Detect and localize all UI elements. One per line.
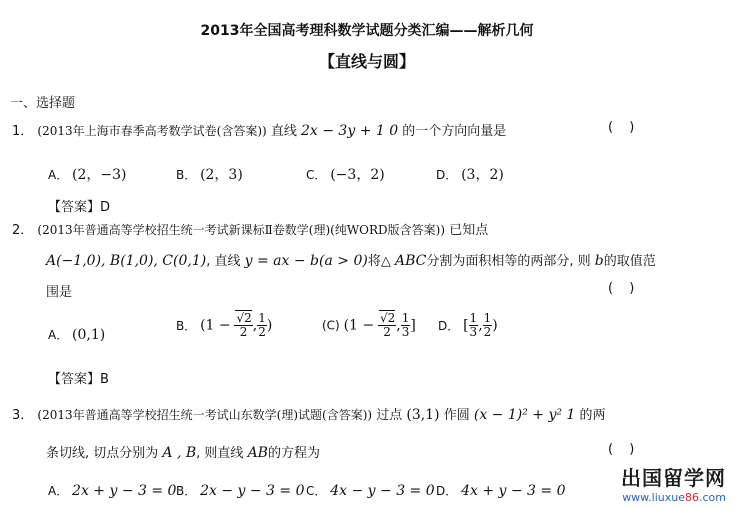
question-1-stem-post: 的一个方向向量是	[402, 124, 507, 139]
question-2-line-equation: y = ax − b(a > 0)	[244, 253, 368, 269]
question-3-stem-3: 的两	[579, 408, 606, 423]
q2-option-d-frac-1: $\frac{1}{3}$	[469, 311, 478, 339]
question-3-answer-blank: ( )	[608, 442, 641, 457]
q2-answer	[48, 368, 109, 387]
question-2-stem-2: , 直线	[206, 254, 241, 269]
question-1-number: 1．	[12, 124, 34, 139]
q1-answer-label: 【答案】	[48, 200, 101, 215]
question-2-triangle: ABC	[394, 253, 427, 269]
q2-answer-label: 【答案】	[48, 372, 101, 387]
question-2-stem-1: 已知点	[449, 223, 489, 238]
question-3-stem-5: , 则直线	[196, 446, 244, 461]
q2-option-d-frac-2: $\frac{1}{2}$	[483, 311, 492, 339]
q3-option-a-value: 2x + y − 3 = 0	[72, 483, 177, 499]
question-3-line-2	[46, 442, 320, 461]
q1-option-c	[306, 164, 385, 184]
q2-option-d-open: [	[463, 317, 469, 334]
q1-option-b-value: (2，3)	[200, 167, 243, 183]
section-heading: 一、选择题	[10, 96, 76, 111]
q2-option-b-comma: ,	[252, 317, 258, 334]
document-subtitle: 【直线与圆】	[318, 52, 415, 71]
q1-option-d-value: (3，2)	[461, 167, 504, 183]
q2-answer-value: B	[100, 372, 109, 387]
q3-option-c-label: C．	[306, 484, 327, 498]
question-3-number: 3．	[12, 408, 34, 423]
q2-option-c-close: ]	[410, 317, 416, 334]
question-3-circle: (x − 1)² + y² 1	[473, 407, 576, 423]
q3-option-b-label: B．	[176, 484, 197, 498]
q2-option-c-comma: ,	[396, 317, 401, 334]
q2-option-a-value: (0,1)	[72, 327, 106, 343]
q2-option-d	[438, 312, 498, 339]
question-3-points: A , B	[162, 445, 197, 461]
question-3-line: AB	[247, 445, 268, 461]
q1-option-d-label: D．	[436, 168, 458, 182]
q3-option-d-value: 4x + y − 3 = 0	[461, 483, 566, 499]
q1-answer-value: D	[100, 200, 111, 215]
q3-option-c	[306, 482, 435, 499]
question-2-stem-4: 分割为面积相等的两部分, 则	[426, 254, 591, 269]
q1-answer	[48, 196, 110, 215]
question-2-number: 2．	[12, 223, 34, 238]
q2-option-c-frac-2: $\frac{1}{3}$	[401, 311, 410, 339]
watermark	[621, 462, 726, 504]
q3-option-a-label: A．	[48, 484, 69, 498]
question-2-stem-3: 将△	[367, 254, 391, 269]
question-2-stem-6: 围是	[46, 285, 73, 300]
question-2-stem-5: 的取值范	[603, 254, 656, 269]
question-3	[12, 404, 606, 423]
q2-option-b-frac-2: $\frac{1}{2}$	[258, 311, 266, 339]
q2-option-b	[176, 312, 272, 339]
q1-option-a-value: (2，−3)	[72, 167, 127, 183]
q3-option-d-label: D．	[436, 484, 458, 498]
q3-option-a	[48, 482, 176, 499]
question-2-points: A(−1,0), B(1,0), C(0,1)	[46, 253, 207, 269]
q2-option-b-prefix: (1 −	[200, 317, 231, 334]
document-title: 2013年全国高考理科数学试题分类汇编——解析几何	[200, 23, 534, 39]
q1-option-b-label: B．	[176, 168, 197, 182]
q1-option-c-label: C．	[306, 168, 327, 182]
q2-option-b-frac-1: $\frac{√2}{2}$	[236, 311, 252, 339]
q2-option-b-label: B．	[176, 319, 197, 333]
question-3-stem-1: 过点	[376, 408, 403, 423]
q2-option-c-prefix: (1 −	[343, 317, 375, 334]
q2-option-c	[322, 312, 416, 339]
question-3-point: (3,1)	[406, 407, 440, 423]
question-2-var-b: b	[594, 253, 604, 269]
question-3-stem-6: 的方程为	[267, 446, 320, 461]
q2-option-d-comma: ,	[478, 317, 483, 334]
q1-option-a	[48, 164, 127, 184]
q1-option-c-value: (−3，2)	[330, 167, 385, 183]
watermark-url: www.liuxue86.com	[622, 491, 726, 504]
q3-option-b-value: 2x − y − 3 = 0	[200, 483, 305, 499]
question-2-answer-blank: ( )	[608, 281, 641, 296]
question-1-source: (2013年上海市春季高考数学试卷(含答案))	[37, 124, 267, 138]
q3-option-d	[436, 482, 566, 499]
q2-option-c-frac-1: $\frac{√2}{2}$	[379, 311, 396, 339]
q2-option-c-label: (C)	[322, 318, 340, 333]
question-1-stem-pre: 直线	[270, 124, 297, 139]
question-1-equation: 2x − 3y + 1 0	[301, 123, 399, 139]
question-1-answer-blank: ( )	[608, 120, 641, 135]
question-3-source: (2013年普通高等学校招生统一考试山东数学(理)试题(含答案))	[37, 408, 373, 422]
question-1	[12, 120, 506, 139]
question-3-stem-4: 条切线, 切点分别为	[46, 446, 159, 461]
q1-option-d	[436, 164, 504, 184]
q1-option-b	[176, 164, 243, 184]
watermark-name: 出国留学网	[621, 466, 726, 490]
q3-option-b	[176, 482, 304, 499]
q3-option-c-value: 4x − y − 3 = 0	[330, 483, 435, 499]
question-2-source: (2013年普通高等学校招生统一考试新课标Ⅱ卷数学(理)(纯WORD版含答案))	[37, 223, 446, 237]
q2-option-a	[48, 326, 105, 343]
q2-option-d-label: D．	[438, 319, 460, 333]
q1-option-a-label: A．	[48, 168, 69, 182]
question-2-line-2	[46, 250, 656, 269]
q2-option-d-close: )	[492, 317, 498, 334]
question-2	[12, 219, 488, 238]
q2-option-a-label: A．	[48, 328, 69, 342]
question-3-stem-2: 作圆	[443, 408, 470, 423]
q2-option-b-close: )	[266, 317, 273, 334]
